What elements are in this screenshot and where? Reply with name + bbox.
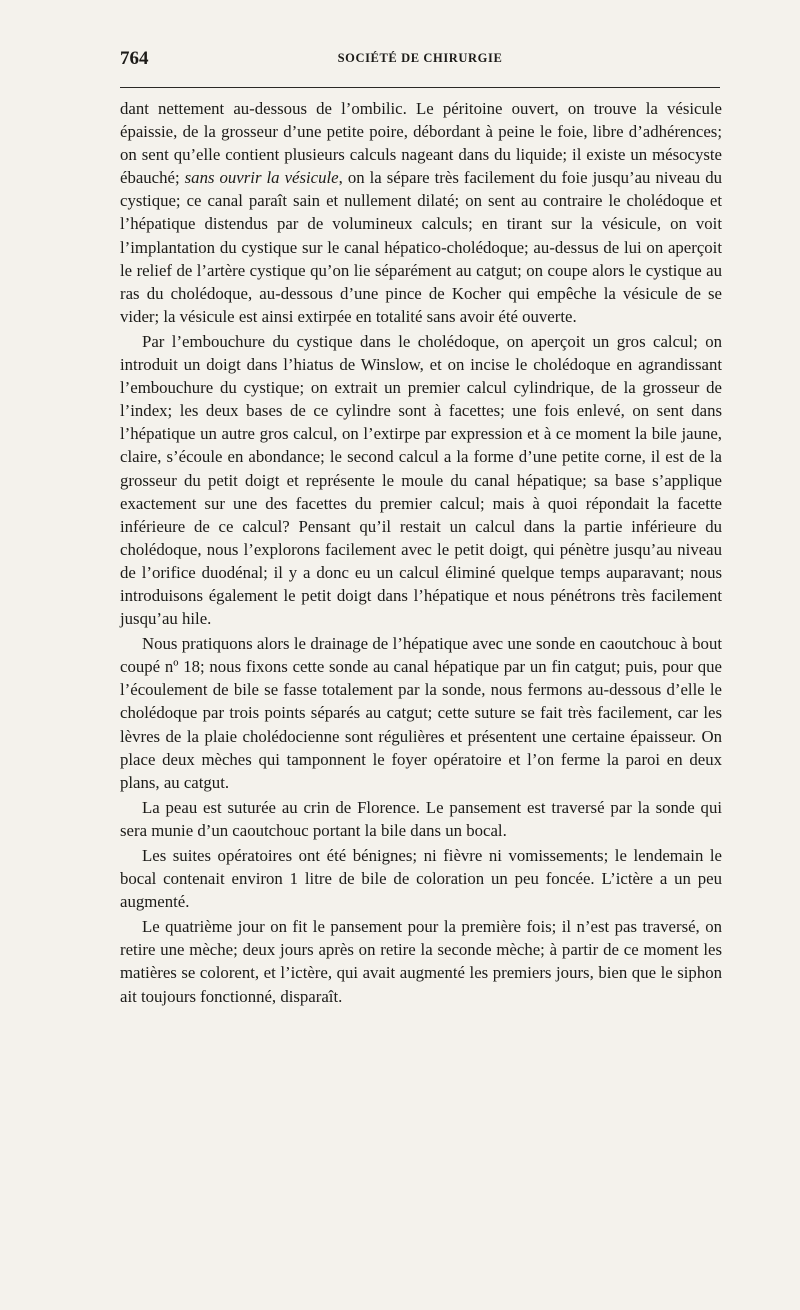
paragraph-1 (120, 97, 722, 328)
paragraph-6: Le quatrième jour on fit le pansement pour la première fois; il n’est pas traversé, on retire une mèche; deux jours après on retire la seconde mèche; à partir de ce moment les matières se colorent, et l’ictère, qui avait augmenté les premiers jours, bien que le siphon ait toujours fonctionné, disparaît. (120, 917, 722, 1006)
paragraph-1-italic: sans ouvrir la vésicule (184, 168, 339, 188)
page-number: 764 (120, 48, 149, 69)
paragraph-5: Les suites opératoires ont été bénignes; ni fièvre ni vomissements; le lendemain le bocal contenait environ 1 litre de bile de coloration un peu foncée. L’ictère a un peu augmenté. (120, 846, 722, 912)
paragraph-3: Nous pratiquons alors le drainage de l’hépatique avec une sonde en caoutchouc à bout coupé nº 18; nous fixons cette sonde au canal hépatique par un fin catgut; puis, pour que l’écoulement de bile se fasse totalement par la sonde, nous fermons au-dessous d’elle le cholédoque par trois points séparés au catgut; cette suture se fait très facilement, car les lèvres de la plaie cholédocienne sont régulières et présentent une certaine épaisseur. On place deux mèches qui tamponnent le foyer opératoire et l’on ferme la paroi en deux plans, au catgut. (120, 634, 722, 792)
page-header (120, 48, 720, 72)
paragraph-1-end: , on la sépare très facilement du foie jusqu’au niveau du cystique; ce canal paraît sain et nullement dilaté; on sent au contraire le cholédoque et l’hépatique distendus par de volumineux calculs; en tirant sur la vésicule, on voit l’implantation du cystique sur le canal hépatico-cholédoque; au-dessus de lui on aperçoit le relief de l’artère cystique qu’on lie séparément au catgut; on coupe alors le cystique au ras du cholédoque, au-dessous d’une pince de Kocher qui empêche la vésicule de se vider; la vésicule est ainsi extirpée en totalité sans avoir été ouverte. (120, 168, 722, 326)
paragraph-4: La peau est suturée au crin de Florence. Le pansement est traversé par la sonde qui sera munie d’un caoutchouc portant la bile dans un bocal. (120, 797, 722, 840)
paragraph-2: Par l’embouchure du cystique dans le cholédoque, on aperçoit un gros calcul; on introduit un doigt dans l’hiatus de Winslow, et on incise le cholédoque en agrandissant l’embouchure du cystique; on extrait un premier calcul cylindrique, de la grosseur de l’index; les deux bases de ce cylindre sont à facettes; une fois enlevé, on sent dans l’hépatique un autre gros calcul, on l’extirpe par expression et à ce moment la bile jaune, claire, s’écoule en abondance; le second calcul a la forme d’une petite corne, il est de la grosseur du petit doigt et représente le moule du canal hépatique; sa base s’applique exactement sur une des facettes du premier calcul; mais à quoi répondait la facette inférieure de ce calcul? Pensant qu’il restait un calcul dans la partie inférieure du cholédoque, nous l’explorons facilement avec le petit doigt, qui pénètre jusqu’au niveau de l’orifice duodénal; il y a donc eu un calcul éliminé quelque temps auparavant; nous introduisons également le petit doigt dans l’hépatique et nous pénétrons très facilement jusqu’au hile. (120, 331, 722, 629)
running-head: SOCIÉTÉ DE CHIRURGIE (337, 51, 503, 65)
header-rule (120, 87, 720, 88)
body-text (120, 97, 722, 1010)
paragraph-1-start: dant nettement au-dessous de l’ombilic. Le péritoine ouvert, on trouve la vésicule épaissie, de la grosseur d’une petite poire, débordant à peine le foie, libre d’adhérences; on sent qu’elle contient plusieurs calculs nageant dans du liquide; il existe un mésocyste ébauché; (120, 99, 722, 188)
